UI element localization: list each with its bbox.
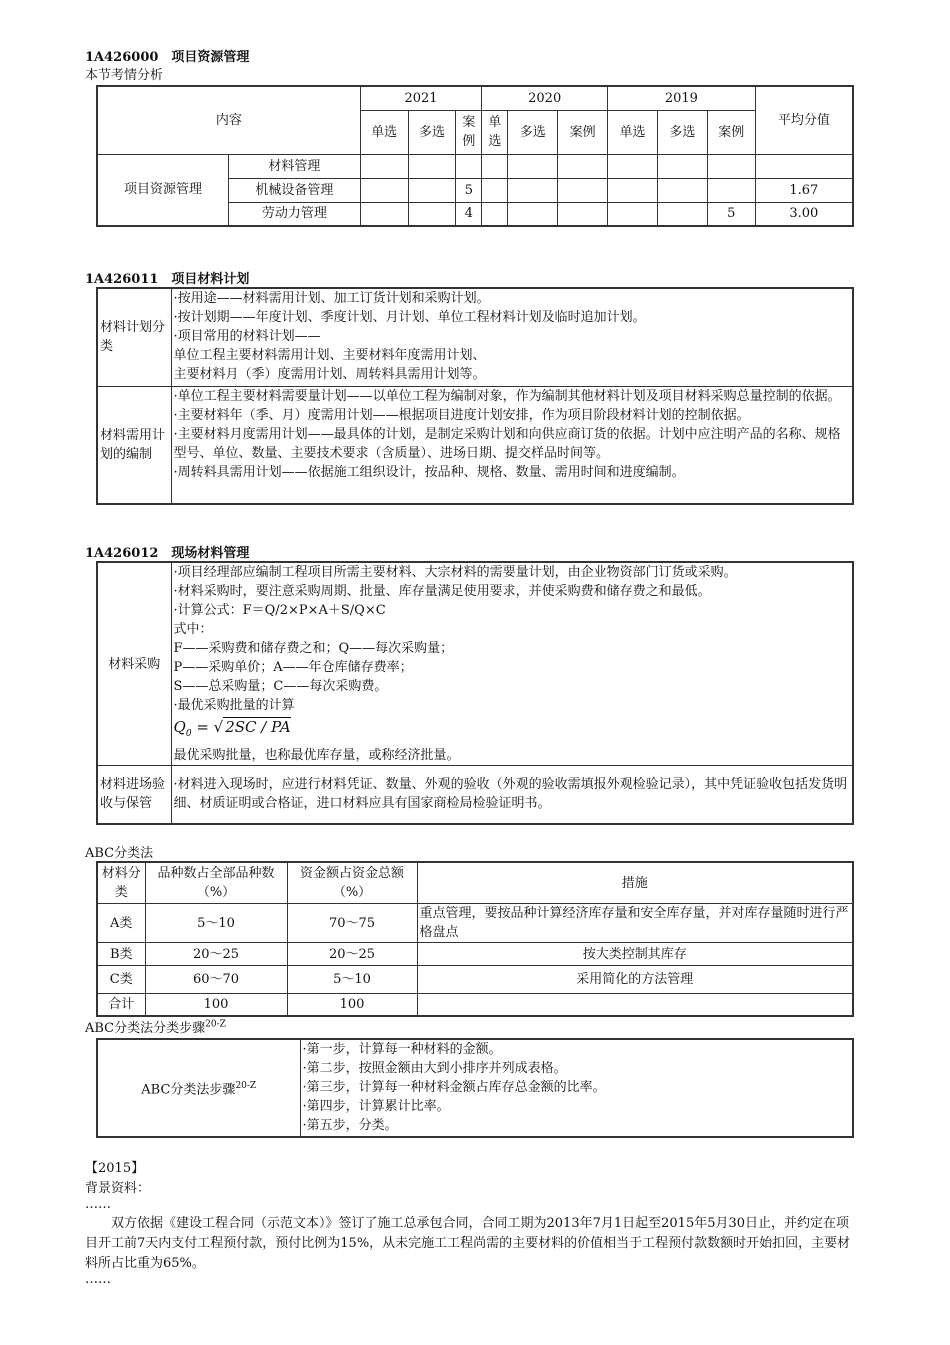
year-2020: 2020 — [482, 86, 608, 110]
cell-value: 4 — [456, 202, 482, 226]
abc-class: C类 — [97, 966, 145, 994]
sub-case: 案例 — [707, 110, 755, 154]
sub-single: 单选 — [482, 110, 508, 154]
abc-steps-list: ·第一步，计算每一种材料的金额。 ·第二步，按照金额由大到小排序并列成表格。 ·第三步，计算每一种材料金额占库存总金额的比率。 ·第四步，计算累计比率。 ·第五步，分类。 — [300, 1039, 853, 1137]
sub-single: 单选 — [360, 110, 408, 154]
sqrt-icon: √ — [213, 718, 224, 736]
year-2021: 2021 — [360, 86, 482, 110]
avg-value: 3.00 — [755, 202, 853, 226]
sub-multi: 多选 — [657, 110, 707, 154]
group-label: 项目资源管理 — [97, 154, 229, 226]
abc-measure: 按大类控制其库存 — [417, 943, 853, 966]
row-content: ·项目经理部应编制工程项目所需主要材料、大宗材料的需要量计划，由企业物资部门订货或采购。 ·材料采购时，要注意采购周期、批量、库存量满足使用要求，并使采购费和储存费之和最低。 ·计算公式：F＝Q/2×P×A＋S/Q×C 式中： F——采购费和储存费之和；Q——每次采购量； P——采购单价；A——年仓库储存费率； S——总采购量；C——每次采购费。 ·最优采购批量的计算 $Q_0$ = √ 2SC / PA 最优采购批量，也称最优库存量，或称经济批量。 — [171, 562, 853, 766]
row-content: ·材料进入现场时，应进行材料凭证、数量、外观的验收（外观的验收需填报外观检验记录），其中凭证验收包括发货明细、材质证明或合格证，进口材料应具有国家商检局检验证明书。 — [171, 766, 853, 824]
abc-steps-table — [96, 1038, 854, 1138]
row-content: ·单位工程主要材料需要量计划——以单位工程为编制对象，作为编制其他材料计划及项目材料采购总量控制的依据。 ·主要材料年（季、月）度需用计划——根据项目进度计划安排，作为项目阶段材料计划的控制依据。 ·主要材料月度需用计划——最具体的计划，是制定采购计划和向供应商订货的依据。计划中应注明产品的名称、规格型号、单位、数量、主要技术要求（含质量）、进场日期、提交样品时间等。 ·周转料具需用计划——依据施工组织设计，按品种、规格、数量、需用时间和进度编制。 — [171, 386, 853, 504]
row-label: 材料采购 — [97, 562, 171, 766]
sub-single: 单选 — [608, 110, 658, 154]
year-2019: 2019 — [608, 86, 756, 110]
row-label: 材料进场验收与保管 — [97, 766, 171, 824]
row-name: 劳动力管理 — [229, 202, 361, 226]
case-paragraph: 双方依据《建设工程合同（示范文本）》签订了施工总承包合同，合同工期为2013年7月1日起至2015年5月30日止，并约定在项目开工前7天内支付工程预付款，预付比例为15%，从未完施工工程尚需的主要材料的价值相当于工程预付款数额时开始扣回，主要材料所占比重为65%。 — [85, 1216, 851, 1271]
abc-header: 品种数占全部品种数（%） — [145, 862, 287, 904]
abc-title: ABC分类法 — [85, 846, 154, 861]
content-header: 内容 — [97, 86, 360, 154]
abc-class: A类 — [97, 904, 145, 943]
abc-steps-label: ABC分类法步骤$^{20-Z}$ — [97, 1039, 300, 1137]
sub-case: 案例 — [558, 110, 608, 154]
section-title-site: 1A426012 现场材料管理 — [85, 546, 250, 561]
abc-steps-title: ABC分类法分类步骤$^{20-Z}$ — [85, 1019, 226, 1036]
row-label: 材料计划分类 — [97, 288, 171, 386]
exam-analysis-subtitle: 本节考情分析 — [85, 68, 164, 83]
avg-value: 1.67 — [755, 178, 853, 202]
row-name: 材料管理 — [229, 154, 361, 178]
sub-multi: 多选 — [408, 110, 456, 154]
case-year: 【2015】 — [85, 1161, 145, 1176]
site-material-table — [96, 561, 854, 825]
abc-header: 材料分类 — [97, 862, 145, 904]
section-title-plan: 1A426011 项目材料计划 — [85, 272, 250, 287]
abc-measure: 采用简化的方法管理 — [417, 966, 853, 994]
section-title-resource: 1A426000 项目资源管理 — [85, 50, 250, 65]
abc-header: 措施 — [417, 862, 853, 904]
row-label: 材料需用计划的编制 — [97, 386, 171, 504]
case-bg-label: 背景资料： — [85, 1181, 151, 1196]
material-plan-table — [96, 287, 854, 505]
cell-value: 5 — [456, 178, 482, 202]
abc-measure: 重点管理，要按品种计算经济库存量和安全库存量，并对库存量随时进行严格盘点 — [417, 904, 853, 943]
abc-class: 合计 — [97, 994, 145, 1017]
abc-class: B类 — [97, 943, 145, 966]
avg-header: 平均分值 — [755, 86, 853, 154]
abc-header: 资金额占资金总额（%） — [287, 862, 417, 904]
eoq-formula: $Q_0$ = √ 2SC / PA — [173, 718, 291, 739]
sub-multi: 多选 — [508, 110, 558, 154]
exam-analysis-table — [96, 85, 854, 227]
abc-table: 材料分类 品种数占全部品种数（%） 资金额占资金总额（%） 措施 A类 5～10 70～75 重点管理，要按品种计算经济库存量和安全库存量，并对库存量随时进行严格盘点 B类 20～25 20～25 按大类控制其库存 C类 60～70 5～10 采用简化的方法管理 合计 100 100 — [96, 861, 854, 1017]
ellipsis: …… — [85, 1272, 111, 1287]
cell-value: 5 — [707, 202, 755, 226]
ellipsis: …… — [85, 1197, 111, 1212]
row-content: ·按用途——材料需用计划、加工订货计划和采购计划。 ·按计划期——年度计划、季度计划、月计划、单位工程材料计划及临时追加计划。 ·项目常用的材料计划—— 单位工程主要材料需用计划、主要材料年度需用计划、 主要材料月（季）度需用计划、周转料具需用计划等。 — [171, 288, 853, 386]
row-name: 机械设备管理 — [229, 178, 361, 202]
sub-case: 案例 — [456, 110, 482, 154]
